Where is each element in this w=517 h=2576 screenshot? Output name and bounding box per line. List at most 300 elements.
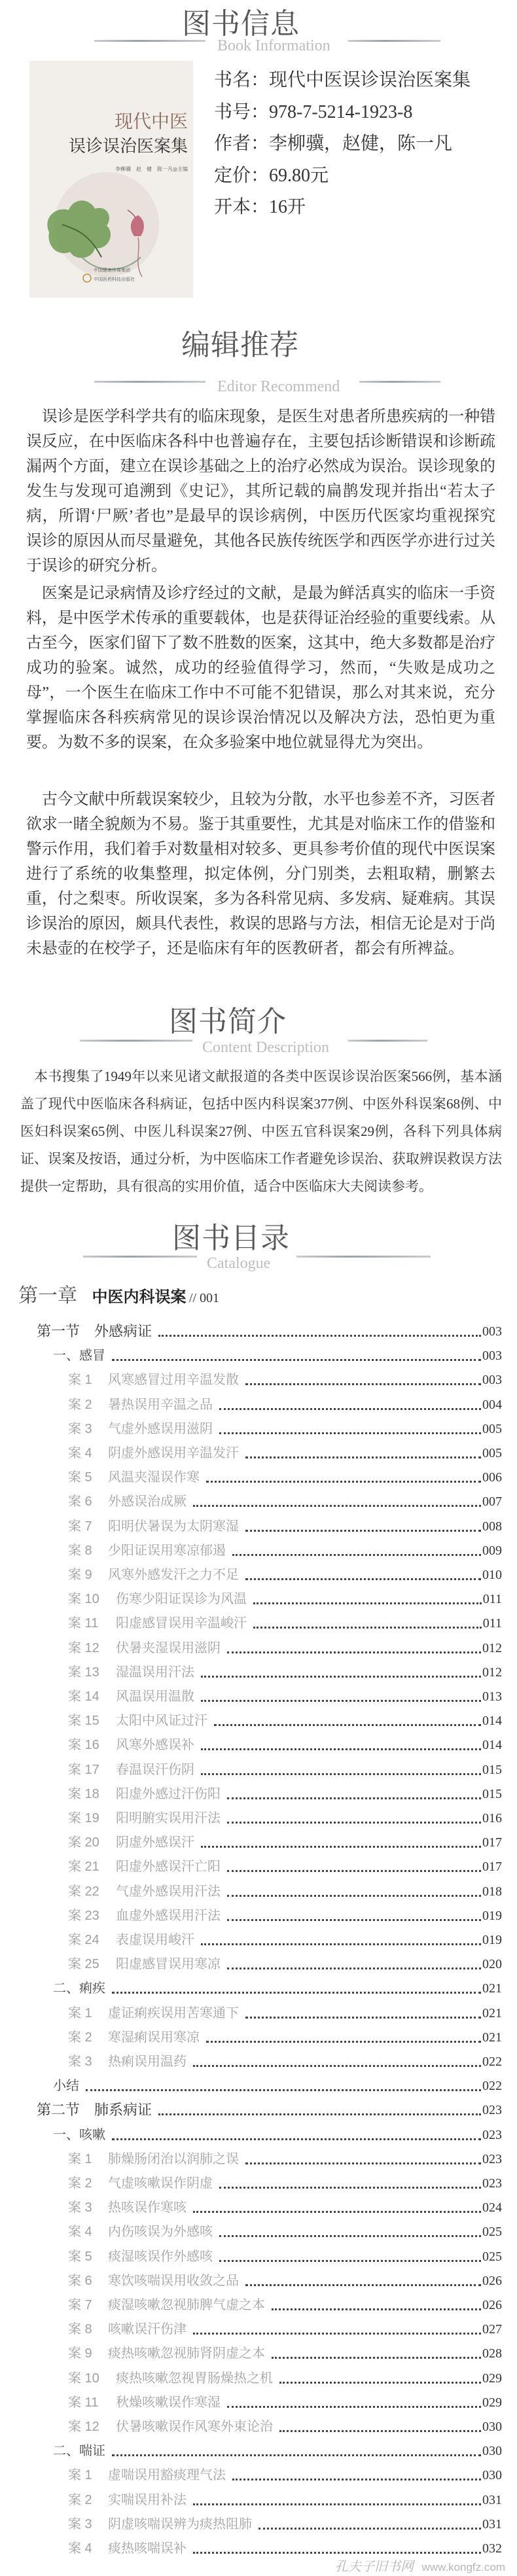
toc-case[interactable] [68,1444,502,1462]
cover-title-line2: 误诊误治医案集 [68,137,188,156]
toc-page-number: 029 [482,2395,502,2410]
toc-label [68,2466,232,2484]
toc-page-number: 031 [482,2492,502,2507]
toc-label [68,2028,206,2047]
toc-case-number: 案 10 [68,1592,99,1607]
toc-dot-leader [193,2065,481,2067]
toc-case[interactable] [68,1542,502,1560]
toc-dot-leader [201,1748,481,1750]
toc-case[interactable] [68,2466,502,2484]
toc-dot-leader [219,2260,481,2262]
toc-case-number: 案 12 [68,2420,99,2434]
toc-case-number: 案 20 [68,1835,99,1850]
toc-case-number: 案 22 [68,1884,99,1899]
toc-dot-leader [245,2284,481,2286]
toc-dot-leader [227,1895,481,1897]
toc-title: 实喘误用补法 [108,2492,187,2507]
toc-label [68,1663,201,1682]
book-info-row [214,165,329,187]
toc-case[interactable] [68,1566,502,1584]
toc-label [68,2198,193,2217]
toc-case[interactable] [68,2028,502,2047]
toc-label [68,1955,227,1973]
toc-case[interactable] [68,2418,502,2436]
toc-title: 二、喘证 [53,2444,105,2459]
toc-case-number: 案 11 [68,2395,99,2410]
toc-title: 阳虚感冒误用寒凉 [116,1957,221,1972]
toc-case-number: 案 8 [68,2322,92,2337]
toc-title: 春温误汗伤阴 [116,1762,194,1777]
toc-case[interactable] [68,2004,502,2022]
toc-page-number: 022 [482,2079,502,2094]
toc-dot-leader [227,1870,481,1872]
toc-case-number: 案 7 [68,2298,92,2312]
toc-title: 痰湿咳误作外感咳 [108,2249,213,2264]
toc-page-number: 030 [482,2468,502,2483]
toc-label [68,1736,201,1754]
toc-case-number: 案 13 [68,1665,99,1680]
toc-title: 湿温误用汗法 [116,1665,194,1680]
toc-dot-leader [193,2552,481,2554]
toc-title: 太阳中风证过汗 [116,1714,207,1729]
toc-dot-leader [201,1700,481,1702]
toc-case[interactable] [68,1687,502,1706]
toc-title: 外感误治成厥 [108,1494,187,1509]
toc-dot-leader [112,1359,481,1361]
toc-page-number: 011 [482,1592,502,1607]
divider-line [94,381,205,383]
toc-label [68,1833,201,1852]
toc-page-number: 020 [482,1957,502,1972]
toc-case-number: 案 4 [68,1446,92,1460]
toc-page-number: 021 [482,2005,502,2020]
toc-title: 少阳证误用寒凉郁遏 [108,1543,226,1558]
toc-title: 血虚外感误用汗法 [116,1908,221,1923]
toc-label [68,1371,245,1389]
toc-label [53,1347,112,1365]
toc-case[interactable] [68,1468,502,1487]
toc-case-number: 案 17 [68,1762,99,1777]
toc-label [68,2515,258,2533]
toc-case[interactable] [68,2320,502,2338]
section-subtitle-description: Content Description [202,1039,329,1056]
toc-subsection[interactable] [53,2442,502,2460]
toc-dot-leader [193,2503,481,2505]
toc-page-number: 023 [482,2103,502,2118]
toc-case-number: 案 5 [68,1470,92,1485]
toc-case[interactable] [68,1614,502,1632]
toc-dot-leader [245,2162,481,2164]
toc-case-number: 案 25 [68,1957,99,1972]
toc-dot-leader [279,2430,481,2432]
toc-case[interactable] [68,2223,502,2241]
toc-case-number: 案 1 [68,2151,92,2166]
toc-title: 二、痢疾 [53,1981,105,1996]
toc-title: 阴虚咳喘误辨为痰热阻肺 [108,2516,252,2532]
toc-page-number: 009 [482,1543,502,1558]
toc-label [68,1712,214,1730]
toc-title: 伏暑咳嗽误作风寒外束论治 [116,2420,273,2434]
toc-page-number: 030 [482,2420,502,2434]
toc-label [68,1468,206,1487]
toc-title: 一、咳嗽 [53,2127,105,2142]
toc-page-number: 016 [482,1811,502,1826]
toc-dot-leader [258,2528,481,2530]
toc-case-number: 案 23 [68,1908,99,1923]
book-info-value: 现代中医误诊误治医案集 [269,70,471,90]
publisher-logo-icon [83,274,91,282]
toc-label [68,2248,219,2266]
section-title-catalogue: 图书目录 [172,1222,290,1254]
toc-case[interactable] [68,1785,502,1803]
toc-dot-leader [206,2041,481,2043]
toc-case[interactable] [68,2491,502,2509]
toc-title: 阴虚外感误汗 [116,1835,194,1850]
toc-case[interactable] [68,1858,502,1876]
toc-dot-leader [227,1651,481,1653]
toc-case[interactable] [68,1663,502,1682]
toc-dot-leader [227,1797,481,1799]
toc-label [68,1761,201,1779]
toc-title: 痰湿咳嗽忽视肺脾气虚之本 [108,2298,265,2312]
toc-dot-leader [206,1481,481,1483]
toc-page-number: 005 [482,1421,502,1436]
toc-title: 虚证痢疾误用苦寒通下 [108,2005,239,2020]
watermark-name: 孔夫子旧书网 [335,2560,414,2574]
toc-label [68,1858,227,1876]
toc-title: 虚喘误用豁痰理气法 [108,2468,226,2483]
toc-title: 肺燥肠闭治以润肺之误 [108,2151,239,2166]
toc-title: 痰热咳嗽忽视肺肾阴虚之本 [108,2346,265,2361]
toc-label [68,2296,272,2314]
toc-label [68,1492,193,1511]
toc-page-number: 021 [482,1981,502,1996]
toc-label [37,1322,158,1341]
toc-dot-leader [214,1724,481,1726]
section-subtitle-catalogue: Catalogue [207,1255,271,1272]
toc-page-number: 030 [482,2444,502,2459]
toc-dot-leader [272,2308,481,2310]
toc-label [68,2418,279,2436]
toc-title: 气虚外感误用滋阴 [108,1421,213,1436]
toc-title: 风寒外感发汗之力不足 [108,1568,239,1582]
toc-page-number: 031 [482,2516,502,2532]
toc-case-number: 案 2 [68,2176,92,2191]
cover-publisher-2: 中国医药科技出版社 [94,277,135,282]
toc-page-number: 025 [482,2249,502,2264]
toc-label [53,2442,112,2460]
toc-case-number: 案 9 [68,2346,92,2361]
toc-case[interactable] [68,2539,502,2558]
toc-label [68,1931,201,1949]
toc-case-number: 案 15 [68,1714,99,1729]
toc-case[interactable] [68,2515,502,2533]
toc-case-number: 案 24 [68,1933,99,1947]
toc-case-number: 案 18 [68,1786,99,1801]
divider-line [348,40,440,42]
toc-page-number: 012 [482,1640,502,1655]
toc-dot-leader [232,2479,481,2480]
toc-case-number: 案 1 [68,2005,92,2020]
chapter-heading [18,1285,219,1311]
toc-case[interactable] [68,1736,502,1754]
toc-case-number: 案 3 [68,2055,92,2069]
toc-dot-leader [227,1967,481,1969]
toc-dot-leader [193,2333,481,2335]
toc-case-number: 案 1 [68,2468,92,2483]
toc-title: 热咳误作寒咳 [108,2200,187,2215]
toc-title: 寒饮咳喘误用收敛之品 [108,2273,239,2288]
toc-page-number: 005 [482,1446,502,1460]
toc-dot-leader [201,1943,481,1945]
toc-case-number: 案 1 [68,1373,92,1388]
toc-case[interactable] [68,1590,502,1608]
book-info-label: 书号： [214,101,270,122]
toc-label [68,2320,193,2338]
toc-page-number: 022 [482,2055,502,2069]
toc-case[interactable] [68,1492,502,1511]
toc-case[interactable] [68,1639,502,1657]
toc-page-number: 023 [482,2176,502,2191]
watermark-url: www.kongfz.com [421,2561,505,2573]
toc-subsection[interactable] [53,1347,502,1365]
toc-page-number: 003 [482,1349,502,1364]
cover-illustration [29,61,193,298]
toc-dot-leader [201,1773,481,1775]
toc-page-number: 021 [482,2030,502,2045]
toc-title: 阴虚外感误用辛温发汗 [108,1446,239,1460]
toc-page-number: 011 [482,1616,502,1631]
toc-label [68,2369,279,2388]
toc-case[interactable] [68,1761,502,1779]
toc-dot-leader [227,2406,481,2408]
toc-dot-leader [272,2357,481,2359]
toc-subsection[interactable] [53,2077,502,2095]
toc-dot-leader [279,2382,481,2384]
toc-dot-leader [201,1676,481,1678]
toc-title: 暑热误用辛温之品 [108,1397,213,1412]
toc-dot-leader [112,2138,481,2140]
toc-case-number: 案 5 [68,2249,92,2264]
toc-case[interactable] [68,1907,502,1925]
toc-dot-leader [245,1456,481,1458]
toc-dot-leader [227,1919,481,1921]
toc-page-number: 019 [482,1908,502,1923]
toc-case[interactable] [68,2393,502,2412]
book-info-value: 978-7-5214-1923-8 [269,101,413,122]
toc-case[interactable] [68,1882,502,1901]
divider-line [94,40,205,42]
toc-title: 气虚外感误用汗法 [116,1884,221,1899]
toc-label [53,2077,86,2095]
toc-label [53,1979,112,1998]
toc-dot-leader [232,1554,481,1556]
toc-case[interactable] [68,2344,502,2363]
toc-label [68,2053,193,2071]
toc-label [68,2393,227,2412]
toc-title: 风温误用温散 [116,1689,194,1704]
toc-page-number: 008 [482,1519,502,1534]
toc-case[interactable] [68,2150,502,2168]
toc-page-number: 025 [482,2225,502,2240]
toc-label [68,1517,245,1536]
toc-title: 伏暑夹湿误用滋阴 [116,1640,221,1655]
toc-label [68,2223,219,2241]
toc-title: 秋燥咳嗽误作寒湿 [116,2395,221,2410]
toc-case[interactable] [68,1371,502,1389]
book-info-row [214,69,471,92]
toc-case[interactable] [68,1809,502,1827]
toc-case-number: 案 10 [68,2371,99,2386]
recommend-paragraph: 医案是记录病情及诊疗经过的文献，是最为鲜活真实的临床一手资料，是中医学术传承的重要载体，也是获得证治经验的重要线索。从古至今，医家们留下了数不胜数的医案，这其中，绝大多数都是治疗成功的验案。诚然，成功的经验值得学习，然而，“失败是成功之母”，一个医生在临床工作中不可能不犯错误，那么对其来说，充分掌握临床各科疾病常见的误诊误治情况以及解决方法，恐怕更为重要。为数不多的误案，在众多验案中地位就显得尤为突出。 [26,585,495,751]
toc-title: 痰热咳喘误补 [108,2541,187,2556]
toc-dot-leader [219,2187,481,2189]
toc-dot-leader [158,1335,481,1337]
toc-page-number: 028 [482,2346,502,2361]
toc-case[interactable] [68,2296,502,2314]
toc-title: 第二节 肺系病证 [37,2102,152,2119]
toc-title: 气虚咳嗽误作阴虚 [108,2176,213,2191]
toc-case[interactable] [68,1931,502,1949]
toc-case[interactable] [68,1517,502,1536]
cover-publisher-1: 中国健康传媒集团 [94,268,130,273]
toc-title: 表虚误用峻汗 [116,1933,194,1947]
toc-dot-leader [112,2454,481,2456]
toc-subsection[interactable] [53,1979,502,1998]
toc-label [53,2126,112,2144]
toc-case-number: 案 16 [68,1738,99,1753]
divider-line [359,381,440,383]
toc-page-number: 029 [482,2371,502,2386]
toc-label [68,1687,201,1706]
cover-title-line1: 现代中医 [114,112,188,132]
toc-title: 内伤咳误为外感咳 [108,2225,213,2240]
toc-label [68,1396,219,1414]
toc-dot-leader [201,1846,481,1848]
toc-label [68,2174,219,2193]
toc-section[interactable] [37,1322,502,1341]
toc-page-number: 018 [482,1884,502,1899]
toc-title: 阳明腑实误用汗法 [116,1811,221,1826]
toc-label [68,2539,193,2558]
divider-line [348,1040,427,1042]
toc-case-number: 案 21 [68,1860,99,1875]
toc-page-number: 014 [482,1714,502,1729]
toc-label [68,2150,245,2168]
toc-case-number: 案 19 [68,1811,99,1826]
book-info-row [214,101,412,124]
toc-case-number: 案 3 [68,2200,92,2215]
toc-case-number: 案 4 [68,2225,92,2240]
toc-case-number: 案 2 [68,2030,92,2045]
toc-case-number: 案 8 [68,1543,92,1558]
toc-case[interactable] [68,2272,502,2290]
toc-case[interactable] [68,1833,502,1852]
toc-page-number: 015 [482,1786,502,1801]
toc-case-number: 案 6 [68,2273,92,2288]
toc-dot-leader [227,1822,481,1824]
toc-case-number: 案 11 [68,1616,99,1631]
toc-dot-leader [193,1505,481,1507]
divider-line [80,1040,192,1042]
toc-label [68,1882,227,1901]
toc-page-number: 024 [482,2200,502,2215]
toc-label [68,2272,245,2290]
toc-page-number: 003 [482,1373,502,1388]
toc-case-number: 案 3 [68,2516,92,2532]
toc-section[interactable] [37,2101,502,2119]
toc-label [68,1785,227,1803]
toc-case-number: 案 12 [68,1640,99,1655]
toc-case[interactable] [68,2053,502,2071]
toc-label [68,1590,253,1608]
toc-title: 第一节 外感病证 [37,1323,152,1339]
chapter-number: 第一章 [18,1285,77,1307]
toc-page-number: 023 [482,2127,502,2142]
toc-case-number: 案 7 [68,1519,92,1534]
toc-case[interactable] [68,2248,502,2266]
toc-case-number: 案 14 [68,1689,99,1704]
toc-title: 阳虚感冒误用辛温峻汗 [116,1616,247,1631]
toc-subsection[interactable] [53,2126,502,2144]
book-info-value: 李柳骥，赵健，陈一凡 [269,133,453,154]
toc-dot-leader [112,1992,481,1994]
toc-case-number: 案 2 [68,2492,92,2507]
toc-page-number: 012 [482,1665,502,1680]
toc-case[interactable] [68,1712,502,1730]
toc-label [68,2004,245,2022]
toc-dot-leader [245,2017,481,2019]
toc-case[interactable] [68,2174,502,2193]
toc-case-number: 案 6 [68,1494,92,1509]
toc-case[interactable] [68,2198,502,2217]
toc-page-number: 003 [482,1324,502,1339]
toc-label [68,2491,193,2509]
section-subtitle-book-info: Book Information [217,37,330,54]
toc-case[interactable] [68,2369,502,2388]
toc-dot-leader [253,1627,482,1629]
toc-dot-leader [245,1530,481,1532]
toc-page-number: 027 [482,2322,502,2337]
toc-label [68,1444,245,1462]
toc-label [68,1542,232,1560]
toc-page-number: 006 [482,1470,502,1485]
toc-dot-leader [219,1432,481,1434]
toc-dot-leader [245,1578,481,1580]
toc-case-number: 案 2 [68,1397,92,1412]
toc-label [68,1639,227,1657]
chapter-title: 中医内科误案 [92,1288,187,1306]
toc-page-number: 015 [482,1762,502,1777]
toc-case[interactable] [68,1955,502,1973]
toc-dot-leader [219,1408,481,1410]
toc-dot-leader [158,2113,481,2115]
toc-page-number: 026 [482,2298,502,2312]
toc-title: 阳明伏暑误为太阴寒湿 [108,1519,239,1534]
toc-title: 风温夹湿误作寒 [108,1470,200,1485]
toc-page-number: 013 [482,1689,502,1704]
book-info-value: 16开 [269,197,306,217]
toc-title: 风寒感冒过用辛温发散 [108,1373,239,1388]
toc-label [37,2101,158,2119]
book-info-label: 开本： [214,197,270,217]
toc-page-number: 017 [482,1835,502,1850]
toc-page-number: 017 [482,1860,502,1875]
description-paragraph: 本书搜集了1949年以来见诸文献报道的各类中医误诊误治医案566例，基本涵盖了现代中医临床各科病证，包括中医内科误案377例、中医外科误案68例、中医妇科误案65例、中医儿科误案27例、中医五官科误案29例，各科下列具体病证、误案及按语，通过分析，为中医临床工作者避免诊误治、获取辨误救误方法提供一定帮助，具有很高的实用价值，适合中医临床大夫阅读参考。 [20,1068,502,1194]
toc-case[interactable] [68,1420,502,1438]
toc-case[interactable] [68,1396,502,1414]
toc-title: 寒湿痢误用寒凉 [108,2030,200,2045]
